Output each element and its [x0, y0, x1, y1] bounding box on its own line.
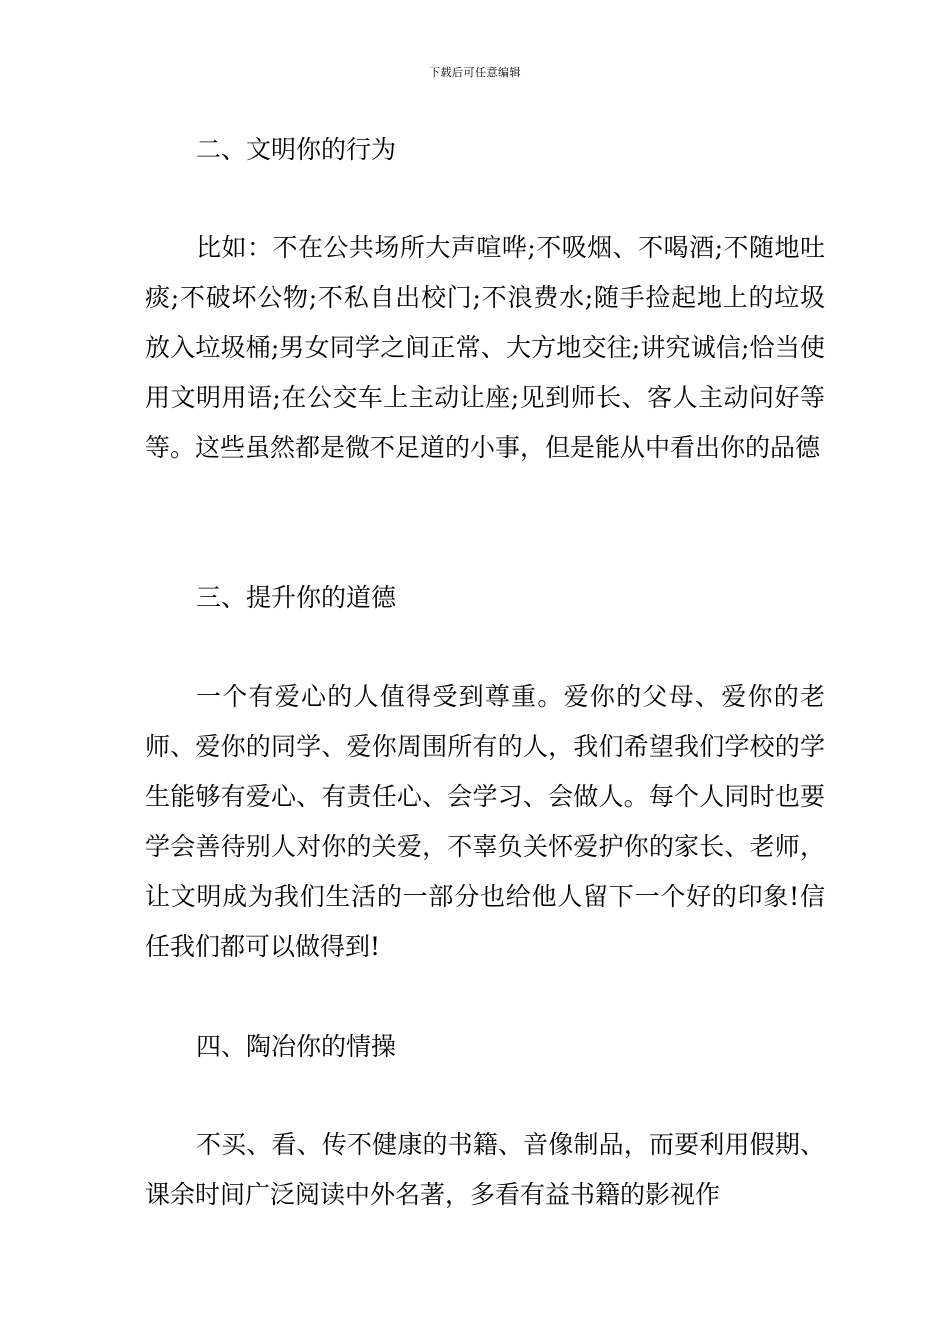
section-heading: 三、提升你的道德: [196, 583, 397, 612]
section-paragraph: 一个有爱心的人值得受到尊重。爱你的父母、爱你的老师、爱你的同学、爱你周围所有的人，我们希望我们学校的学生能够有爱心、有责任心、会学习、会做人。每个人同时也要学会善待别人对你的关爱，不辜负关怀爱护你的家长、老师，让文明成为我们生活的一部分也给他人留下一个好的印象!信任我们都可以做得到!: [145, 682, 825, 961]
header-note: 下载后可任意编辑: [429, 66, 521, 79]
section-heading: 四、陶冶你的情操: [196, 1032, 397, 1061]
section-paragraph: 不买、看、传不健康的书籍、音像制品，而要利用假期、课余时间广泛阅读中外名著，多看有益书籍的影视作: [145, 1130, 825, 1209]
section-heading: 二、文明你的行为: [196, 135, 397, 164]
section-paragraph: 比如：不在公共场所大声喧哗;不吸烟、不喝酒;不随地吐痰;不破坏公物;不私自出校门;不浪费水;随手捡起地上的垃圾放入垃圾桶;男女同学之间正常、大方地交往;讲究诚信;恰当使用文明用语;在公交车上主动让座;见到师长、客人主动问好等等。这些虽然都是微不足道的小事，但是能从中看出你的品德: [145, 233, 825, 462]
